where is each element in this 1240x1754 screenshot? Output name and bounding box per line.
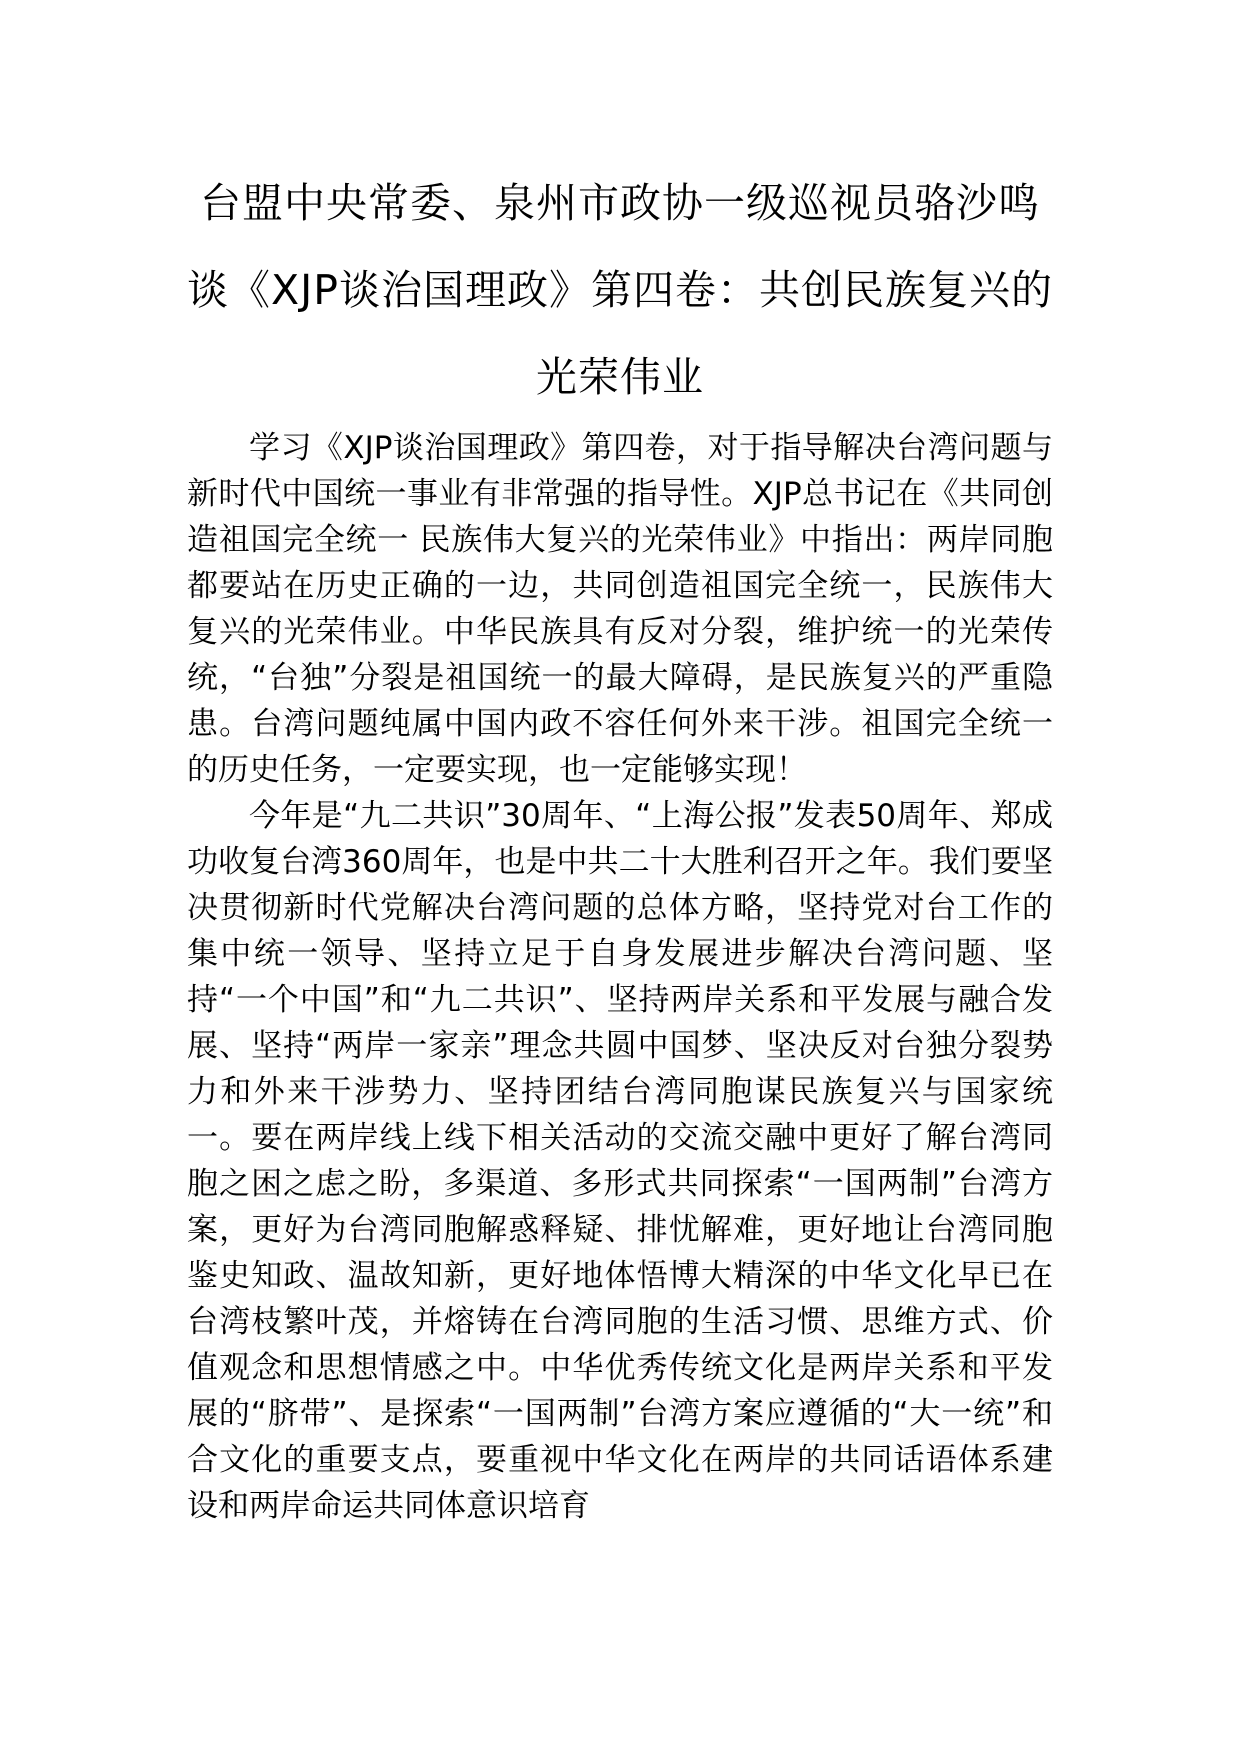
document-body — [187, 425, 1053, 1529]
document-title: 台盟中央常委、泉州市政协一级巡视员骆沙鸣谈《XJP谈治国理政》第四卷：共创民族复兴的光荣伟业 — [187, 179, 1053, 401]
paragraph-2: 今年是“九二共识”30周年、“上海公报”发表50周年、郑成功收复台湾360周年，也是中共二十大胜利召开之年。我们要坚决贯彻新时代党解决台湾问题的总体方略，坚持党对台工作的集中统一领导、坚持立足于自身发展进步解决台湾问题、坚持“一个中国”和“九二共识”、坚持两岸关系和平发展与融合发展、坚持“两岸一家亲”理念共圆中国梦、坚决反对台独分裂势力和外来干涉势力、坚持团结台湾同胞谋民族复兴与国家统一。要在两岸线上线下相关活动的交流交融中更好了解台湾同胞之困之虑之盼，多渠道、多形式共同探索“一国两制”台湾方案，更好为台湾同胞解惑释疑、排忧解难，更好地让台湾同胞鉴史知政、温故知新，更好地体悟博大精深的中华文化早已在台湾枝繁叶茂，并熔铸在台湾同胞的生活习惯、思维方式、价值观念和思想情感之中。中华优秀传统文化是两岸关系和平发展的“脐带”、是探索“一国两制”台湾方案应遵循的“大一统”和合文化的重要支点，要重视中华文化在两岸的共同话语体系建设和两岸命运共同体意识培育 — [187, 798, 1053, 1524]
paragraph-1: 学习《XJP谈治国理政》第四卷，对于指导解决台湾问题与新时代中国统一事业有非常强的指导性。XJP总书记在《共同创造祖国完全统一 民族伟大复兴的光荣伟业》中指出：两岸同胞都要站在历史正确的一边，共同创造祖国完全统一，民族伟大复兴的光荣伟业。中华民族具有反对分裂，维护统一的光荣传统，“台独”分裂是祖国统一的最大障碍，是民族复兴的严重隐患。台湾问题纯属中国内政不容任何外来干涉。祖国完全统一的历史任务，一定要实现，也一定能够实现！ — [187, 430, 1053, 788]
